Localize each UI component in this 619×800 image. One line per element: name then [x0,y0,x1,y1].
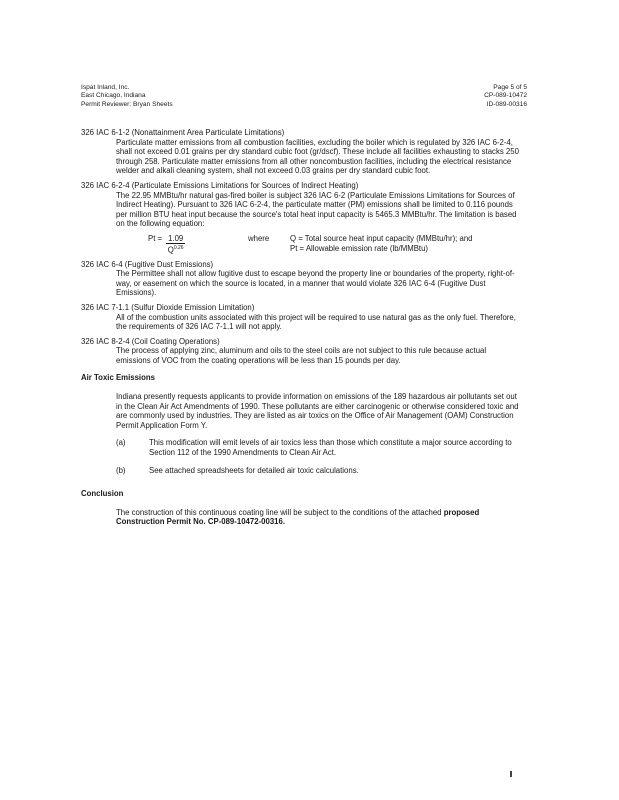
equation-lhs [148,234,248,255]
equation-where: where [248,233,270,243]
conclusion-permit-number: proposed Construction Permit No. CP-089-10472-00316. [116,507,480,527]
conclusion-paragraph [116,508,521,527]
header-location: East Chicago, Indiana [81,92,146,100]
rule-block [81,181,521,229]
document-body [81,128,521,527]
definition-pt: Pt = Allowable emission rate (lb/MMBtu) [290,243,429,253]
rule-block [81,303,521,332]
rule-text: Particulate matter emissions from all combustion facilities, excluding the boiler which is regulated by 326 IAC 6-2-4, shall not exceed 0.01 grains per dry standard cubic foot (gr/dscf). These include all facilities exhausting to stacks 250 through 258. Particulate matter emissions from all other noncombustion facilities, including the electrical resistance welder and alkali cleaning system, shall not exceed 0.03 grains per dry standard cubic foot. [116,137,519,176]
equation-q: Q [167,245,174,255]
rule-block [81,128,521,176]
equation-fraction [166,234,185,255]
rule-block [81,260,521,298]
rule-text: The process of applying zinc, aluminum and oils to the steel coils are not subject to this rule because actual emissions of VOC from the coating operations will be less than 15 pounds per day. [116,346,487,365]
header-source-id: ID-089-00316 [486,100,527,108]
header-company: Ispat Inland, Inc. [81,84,130,91]
list-item [116,466,521,476]
definition-q: Q = Total source heat input capacity (MMBtu/hr); and [290,233,473,243]
rule-block [81,337,521,366]
rule-text: The 22.95 MMBtu/hr natural gas-fired boiler is subject 326 IAC 6-2 (Particulate Emissions Limitations for Sources of Indirect Heating). Pursuant to 326 IAC 6-2-4, the particulate matter (PM) emissions shall be limited to 0.116 pounds per million BTU heat input because the source's total heat input capacity is 5465.3 MMBtu/hr. The limitation is based on the following equation: [116,190,517,229]
rule-title: 326 IAC 6-1-2 (Nonattainment Area Particulate Limitations) [81,128,285,137]
list-item [116,438,521,457]
equation-pt-label: Pt = [148,233,163,243]
air-toxic-paragraph: Indiana presently requests applicants to provide information on emissions of the 189 hazardous air pollutants set out in the Clean Air Act Amendments of 1990. These pollutants are either carcinogenic or otherwise considered toxic and are commonly used by industries. They are listed as air toxics on the Office of Air Management (OAM) Construction Permit Application Form Y. [116,392,519,430]
equation-numerator: 1.09 [168,233,184,243]
scan-mark [510,771,512,777]
header-permit-number: CP-089-10472 [484,92,527,100]
rule-title: 326 IAC 6-2-4 (Particulate Emissions Limitations for Sources of Indirect Heating) [81,180,359,190]
equation-definitions [290,234,473,253]
conclusion-text: The construction of this continuous coating line will be subject to the conditions of the attached [116,507,442,517]
conclusion-heading: Conclusion [81,489,124,499]
header-right [484,84,527,109]
rule-title: 326 IAC 6-4 (Fugitive Dust Emissions) [81,259,214,269]
rule-title: 326 IAC 7-1.1 (Sulfur Dioxide Emission Limitation) [81,302,255,312]
rule-text: All of the combustion units associated with this project will be required to use natural gas as the only fuel. Therefore, the requirements of 326 IAC 7-1.1 will not apply. [116,312,516,332]
equation-exponent: 0.26 [173,244,184,251]
rule-text: The Permittee shall not allow fugitive dust to escape beyond the property line or boundaries of the property, right-of-way, or easement on which the source is located, in a manner that would violate 326 IAC 6-4 (Fugitive Dust Emissions). [116,269,515,298]
header-page-number: Page 5 of 5 [493,84,527,91]
pm-equation [148,234,521,255]
air-toxic-heading: Air Toxic Emissions [81,373,155,383]
header-left [81,84,173,109]
rule-title: 326 IAC 8-2-4 (Coil Coating Operations) [81,336,220,346]
header-reviewer: Permit Reviewer: Bryan Sheets [81,100,173,108]
equation-denominator [168,244,184,255]
list-item-text: This modification will emit levels of air toxics less than those which constitute a major source according to Section 112 of the 1990 Amendments to Clean Air Act. [149,438,512,458]
list-item-text: See attached spreadsheets for detailed air toxic calculations. [149,465,359,475]
list-item-label: (a) [116,438,126,448]
list-item-label: (b) [116,465,126,475]
